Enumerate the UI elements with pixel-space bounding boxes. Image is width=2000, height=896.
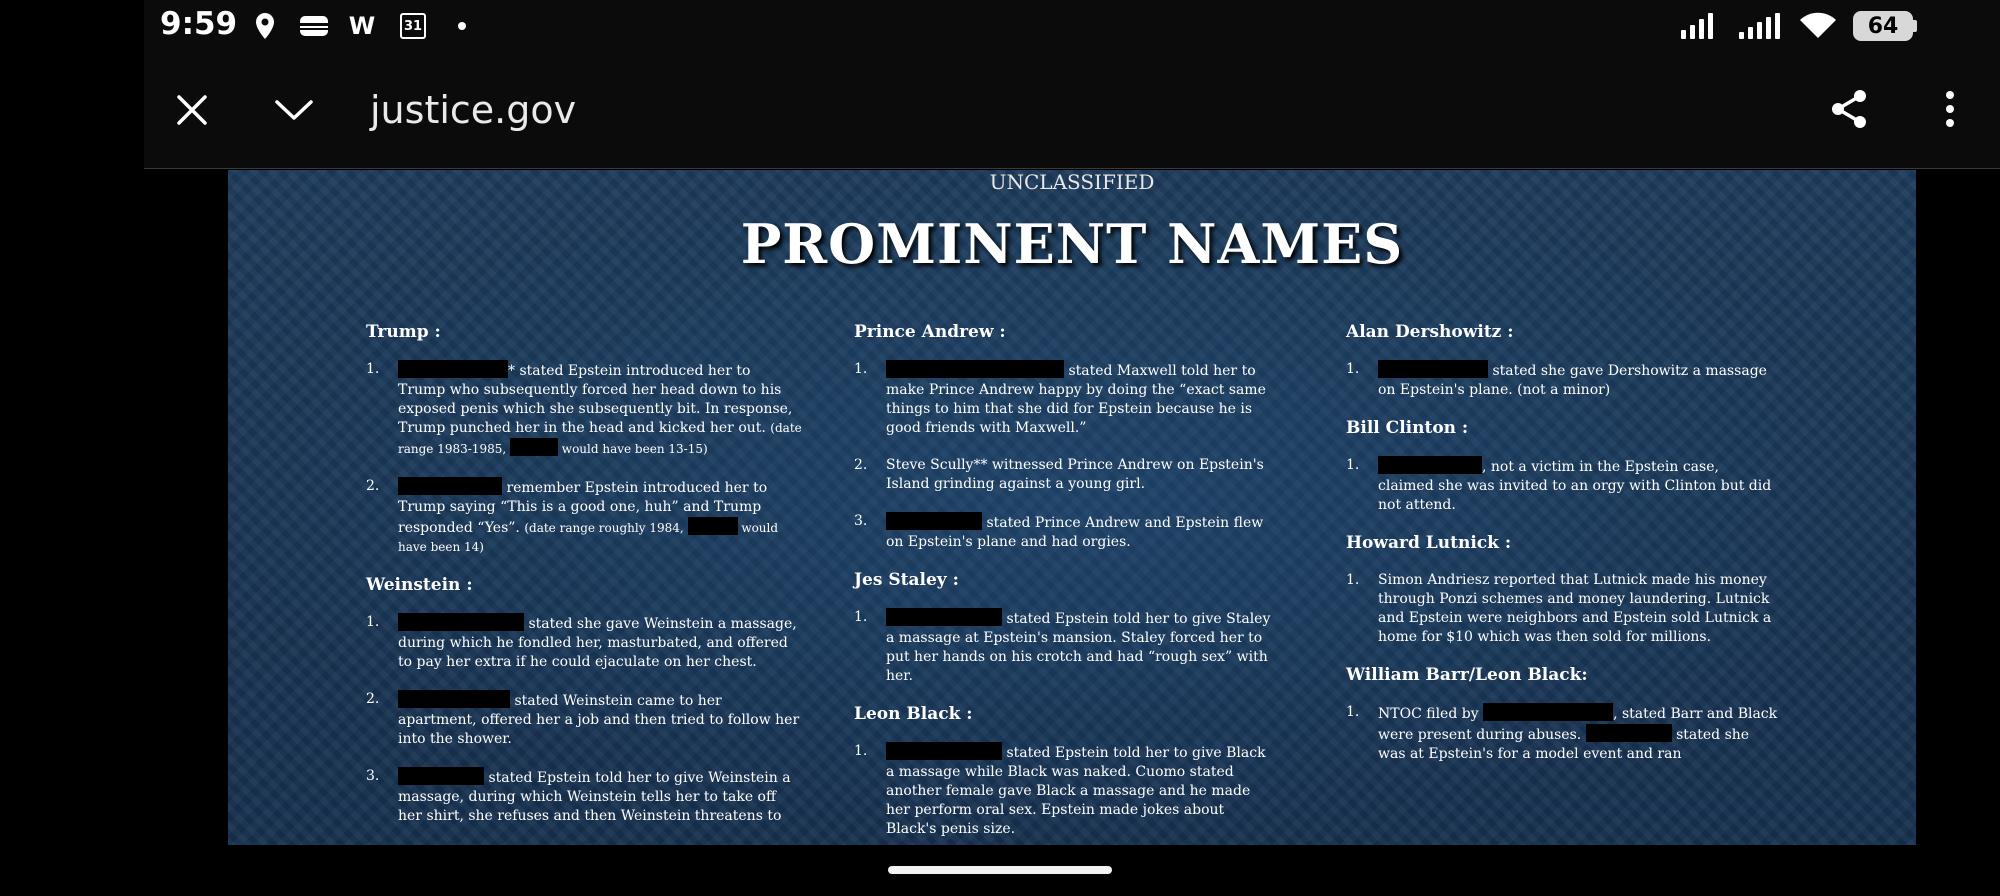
wifi-icon [1798,12,1838,40]
item-text: stated Weinstein came to her apartment, offered her a job and then tried to follow her into the shower. [398,693,800,747]
list-item [366,690,802,749]
item-text: remember Epstein introduced her to Trump saying “This is a good one, huh” and Trump responded “Yes”. [398,480,768,536]
column-left [366,322,802,844]
date-range-note: would have been 14) [398,521,779,554]
document-slide [228,170,1916,845]
section [854,704,1272,839]
calendar-icon [398,12,428,40]
section-title: William Barr/Leon Black: [1346,665,1588,685]
location-icon [254,12,276,40]
item-text: stated Epstein told her to give Black a massage while Black was naked. Cuomo stated another female gave Black a massage and he made her perform oral sex. Epstein made jokes about Black's penis size. [886,745,1266,837]
item-number: 2. [366,478,380,494]
section [1346,322,1778,400]
item-number: 2. [366,691,380,707]
redaction-box [398,360,508,378]
more-options-button[interactable] [1930,86,1970,132]
redaction-box [510,438,558,456]
list-item [854,360,1272,438]
section [1346,418,1778,515]
item-number: 3. [366,768,380,784]
section-title: Prince Andrew : [854,322,1006,342]
list-item [854,742,1272,839]
redaction-box [398,690,510,708]
share-icon [1828,88,1870,130]
item-text: stated Epstein told her to give Weinstein a massage, during which Weinstein tells her to take off her shirt, she refuses and then Weinstein threatens to [398,770,791,824]
item-number: 1. [1346,704,1360,720]
dot-icon [456,12,468,40]
item-text: stated she gave Dershowitz a massage on Epstein's plane. (not a minor) [1378,363,1767,398]
item-number: 1. [854,743,868,759]
item-number: 1. [366,361,380,377]
item-number: 1. [1346,457,1360,473]
section-title: Jes Staley : [854,570,959,590]
item-text: stated she gave Weinstein a massage, during which he fondled her, masturbated, and offered to pay her extra if he could ejaculate on her chest. [398,616,797,670]
item-number: 1. [854,609,868,625]
classification-label: UNCLASSIFIED [989,170,1155,194]
section-title: Bill Clinton : [1346,418,1469,438]
section-title: Weinstein : [366,575,473,595]
item-text: Simon Andriesz reported that Lutnick made his money through Ponzi schemes and money laundering. Lutnick and Epstein were neighbors and Epstein sold Lutnick a home for $10 which was then sold for millions. [1378,572,1772,645]
item-number: 2. [854,457,868,473]
redaction-box [1378,360,1488,378]
section [854,570,1272,686]
redaction-box [1378,456,1482,474]
date-range-note: would have been 13-15) [557,442,708,456]
battery-level: 64 [1867,13,1899,39]
url-text[interactable]: justice.gov [370,88,577,132]
slide-title: PROMINENT NAMES [740,212,1404,276]
redaction-box [688,517,738,535]
minimize-button[interactable] [270,88,318,132]
item-text: * stated Epstein introduced her to Trump who subsequently forced her head down to his exposed penis which she subsequently bit. In response, Trump punched her in the head and kicked her out. [398,363,793,436]
signal-icon-2 [1736,12,1786,40]
item-text: , not a victim in the Epstein case, claimed she was invited to an orgy with Clinton but did not attend. [1378,459,1772,513]
redaction-box [886,512,982,530]
item-text: stated Maxwell told her to make Prince Andrew happy by doing the “exact same things to him that she did for Epstein because he is good friends with Maxwell.” [886,363,1266,436]
wallet-icon [298,12,330,40]
item-text: NTOC filed by [1378,706,1484,722]
list-item [366,360,802,459]
gesture-nav-bar[interactable] [888,866,1112,874]
redaction-box [398,477,502,495]
status-time: 9:59 [160,6,238,42]
item-text: stated she was at Epstein's for a model event and ran [1378,727,1750,762]
item-number: 1. [366,614,380,630]
redaction-box [886,360,1064,378]
chevron-down-icon [274,98,314,122]
share-button[interactable] [1826,86,1872,132]
item-number: 3. [854,513,868,529]
date-range-note: (date range 1983-1985, [398,421,802,456]
close-button[interactable] [170,88,214,132]
redaction-box [886,608,1002,626]
section-title: Trump : [366,322,441,342]
list-item [1346,571,1778,647]
column-right [1346,322,1778,782]
item-number: 1. [854,361,868,377]
section [1346,533,1778,647]
list-item [366,477,802,557]
item-text: stated Epstein told her to give Staley a massage at Epstein's mansion. Staley forced her to put her hands on his crotch and had “rough sex” with her. [886,611,1271,684]
list-item [366,613,802,672]
left-gutter [0,0,144,896]
calendar-date: 31 [403,18,423,34]
section [366,322,802,557]
column-middle [854,322,1272,845]
section [1346,665,1778,764]
list-item [1346,703,1778,764]
list-item [854,608,1272,686]
section [854,322,1272,552]
list-item [854,512,1272,552]
redaction-box [398,767,484,785]
redaction-box [1586,724,1672,742]
close-icon [175,93,209,127]
item-text: , stated Barr and Black were present during abuses. [1378,706,1778,743]
item-text: stated Prince Andrew and Epstein flew on Epstein's plane and had orgies. [886,515,1264,550]
redaction-box [398,613,524,631]
item-text: Steve Scully** witnessed Prince Andrew on Epstein's Island grinding against a young girl. [886,457,1264,492]
section-title: Howard Lutnick : [1346,533,1512,553]
list-item [1346,360,1778,400]
item-number: 1. [1346,361,1360,377]
list-item [1346,456,1778,515]
redaction-box [1483,703,1613,721]
signal-icon [1678,12,1720,40]
w-app-icon: W [348,12,376,40]
section [366,575,802,826]
section-title: Leon Black : [854,704,973,724]
list-item [854,456,1272,494]
list-item [366,767,802,826]
section-title: Alan Dershowitz : [1346,322,1514,342]
redaction-box [886,742,1002,760]
date-range-note: (date range roughly 1984, [524,521,688,535]
item-number: 1. [1346,572,1360,588]
battery-icon [1850,12,1920,40]
more-vert-icon [1945,89,1955,129]
